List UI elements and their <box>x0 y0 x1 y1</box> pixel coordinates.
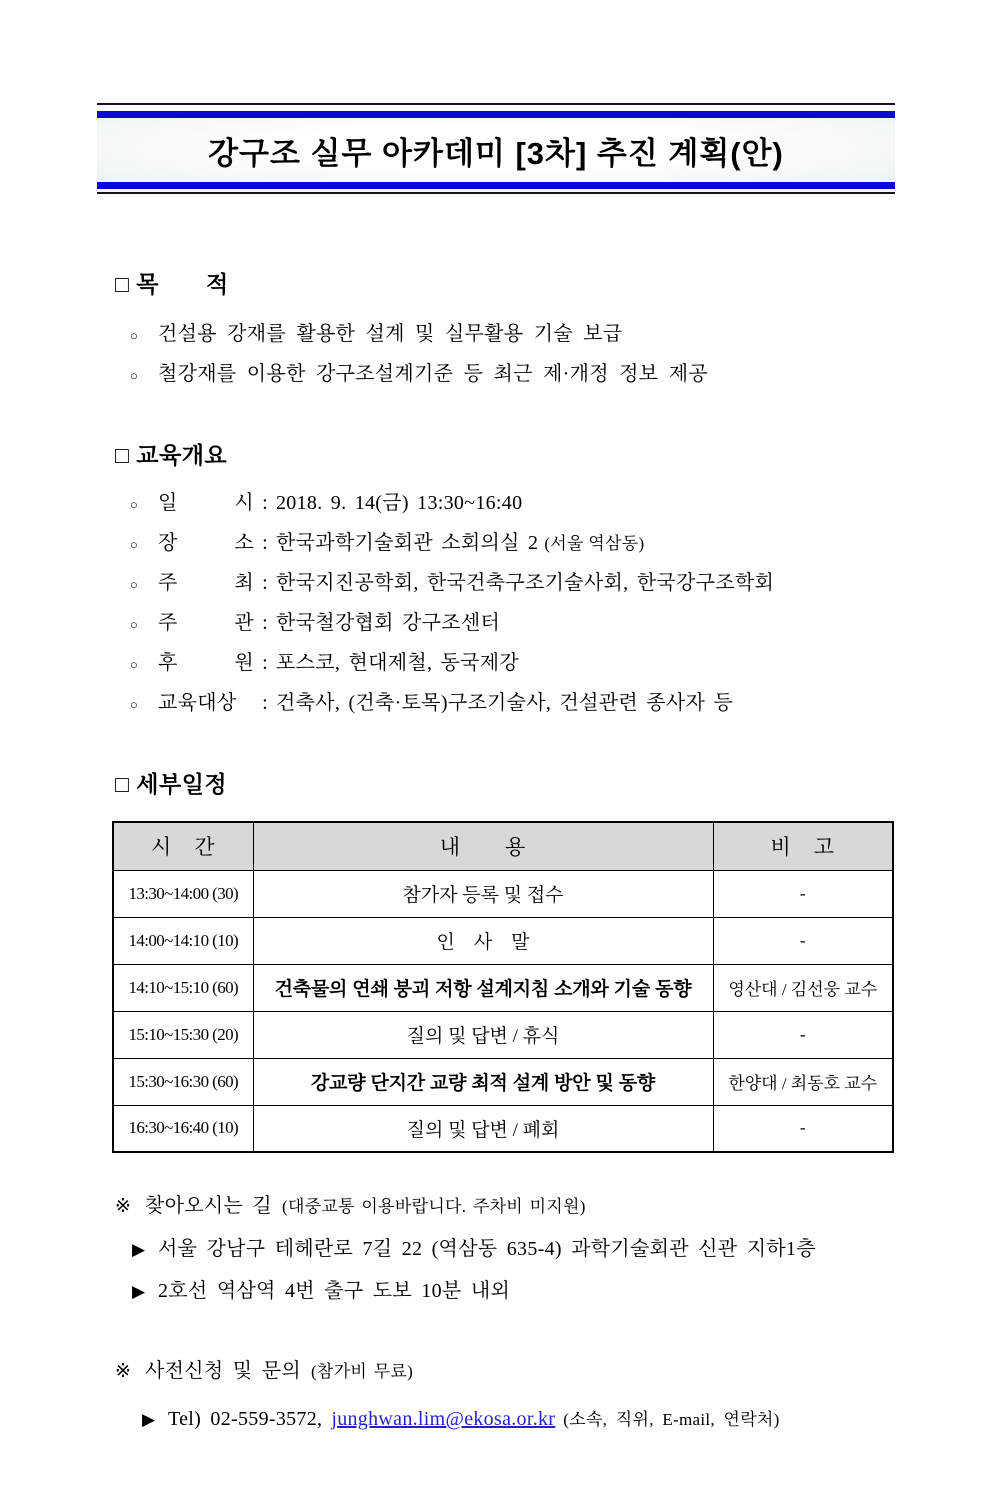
schedule-heading: □ 세부일정 <box>115 771 228 797</box>
content-cell: 건축물의 연쇄 붕괴 저항 설계지침 소개와 기술 동향 <box>253 964 713 1011</box>
content-cell: 질의 및 답변 / 휴식 <box>253 1011 713 1058</box>
list-item <box>130 644 992 684</box>
overview-value-note: (서울 역삼동) <box>544 534 645 553</box>
title-banner <box>97 103 895 194</box>
list-item <box>130 355 932 395</box>
content-cell: 강교량 단지간 교량 최적 설계 방안 및 동향 <box>253 1058 713 1105</box>
list-item <box>132 1233 992 1266</box>
list-item <box>130 484 992 524</box>
list-item <box>132 1275 992 1308</box>
colon: : <box>262 532 268 554</box>
overview-value: 한국지진공학회, 한국건축구조기술사회, 한국강구조학회 <box>276 572 775 594</box>
table-row <box>113 1058 893 1105</box>
overview-label: 장 소 <box>158 532 254 554</box>
contact-title-row <box>115 1354 992 1389</box>
table-header-row <box>113 822 893 870</box>
overview-value: 한국과학기술회관 소회의실 2 <box>276 532 539 554</box>
note-cell: - <box>713 917 893 964</box>
page-title: 강구조 실무 아카데미 [3차] 추진 계획(안) <box>208 135 784 171</box>
contact-title-note: (참가비 무료) <box>310 1362 414 1381</box>
purpose-item-text: 철강재를 이용한 강구조설계기준 등 최근 제·개정 정보 제공 <box>158 363 708 385</box>
time-cell: 14:00~14:10 (10) <box>113 917 253 964</box>
time-cell: 14:10~15:10 (60) <box>113 964 253 1011</box>
note-cell: - <box>713 1011 893 1058</box>
directions-title: 찾아오시는 길 <box>145 1195 273 1217</box>
purpose-list <box>0 315 992 395</box>
colon: : <box>262 492 268 514</box>
time-cell: 16:30~16:40 (10) <box>113 1105 253 1152</box>
column-header-content: 내 용 <box>253 822 713 870</box>
circle-bullet-icon: ○ <box>130 657 139 672</box>
table-row <box>113 917 893 964</box>
overview-value: 포스코, 현대제철, 동국제강 <box>276 652 520 674</box>
colon: : <box>262 652 268 674</box>
colon: : <box>262 572 268 594</box>
contact-email-note: (소속, 직위, E-mail, 연락처) <box>563 1410 780 1429</box>
colon: : <box>262 692 268 714</box>
circle-bullet-icon: ○ <box>130 328 139 343</box>
contact-section <box>115 1354 992 1436</box>
directions-section <box>115 1189 992 1308</box>
banner-bottom-rule <box>97 192 895 194</box>
reference-mark-icon: ※ <box>115 1196 132 1217</box>
table-row <box>113 964 893 1011</box>
table-row <box>113 870 893 917</box>
list-item <box>130 684 992 724</box>
column-header-time: 시 간 <box>113 822 253 870</box>
overview-label: 후 원 <box>158 652 254 674</box>
triangle-arrow-icon: ▶ <box>132 1282 146 1301</box>
circle-bullet-icon: ○ <box>130 368 139 383</box>
list-item <box>130 564 992 604</box>
circle-bullet-icon: ○ <box>130 497 139 512</box>
directions-item-text: 2호선 역삼역 4번 출구 도보 10분 내외 <box>158 1280 511 1302</box>
triangle-arrow-icon: ▶ <box>142 1410 156 1429</box>
circle-bullet-icon: ○ <box>130 617 139 632</box>
note-cell: 한양대 / 최동호 교수 <box>713 1058 893 1105</box>
circle-bullet-icon: ○ <box>130 697 139 712</box>
overview-value: 건축사, (건축·토목)구조기술사, 건설관련 종사자 등 <box>276 692 734 714</box>
content-cell: 질의 및 답변 / 폐회 <box>253 1105 713 1152</box>
note-cell: 영산대 / 김선웅 교수 <box>713 964 893 1011</box>
overview-label: 교육대상 <box>158 692 237 714</box>
directions-title-row <box>115 1189 992 1224</box>
overview-label: 일 시 <box>158 492 254 514</box>
note-cell: - <box>713 1105 893 1152</box>
directions-title-note: (대중교통 이용바랍니다. 주차비 미지원) <box>282 1197 586 1216</box>
circle-bullet-icon: ○ <box>130 577 139 592</box>
overview-list <box>0 484 992 724</box>
banner-top-blue-bar <box>97 111 895 118</box>
list-item <box>130 604 992 644</box>
schedule-table <box>112 821 894 1153</box>
banner-body <box>97 118 895 182</box>
circle-bullet-icon: ○ <box>130 537 139 552</box>
colon: : <box>262 612 268 634</box>
banner-bottom-blue-bar <box>97 182 895 189</box>
overview-value: 한국철강협회 강구조센터 <box>276 612 501 634</box>
content-cell: 인 사 말 <box>253 917 713 964</box>
time-cell: 13:30~14:00 (30) <box>113 870 253 917</box>
reference-mark-icon: ※ <box>115 1361 132 1382</box>
time-cell: 15:30~16:30 (60) <box>113 1058 253 1105</box>
table-row <box>113 1011 893 1058</box>
overview-heading: □ 교육개요 <box>115 442 228 468</box>
list-item <box>130 524 992 564</box>
directions-item-text: 서울 강남구 테헤란로 7길 22 (역삼동 635-4) 과학기술회관 신관 지하1층 <box>158 1238 816 1260</box>
list-item <box>130 315 932 355</box>
column-header-note: 비 고 <box>713 822 893 870</box>
content-cell: 참가자 등록 및 접수 <box>253 870 713 917</box>
contact-title: 사전신청 및 문의 <box>145 1360 301 1382</box>
contact-tel: Tel) 02-559-3572, <box>168 1408 323 1430</box>
overview-label: 주 최 <box>158 572 254 594</box>
purpose-heading: □ 목 적 <box>115 271 229 297</box>
table-row <box>113 1105 893 1152</box>
overview-label: 주 관 <box>158 612 254 634</box>
note-cell: - <box>713 870 893 917</box>
contact-email-link[interactable]: junghwan.lim@ekosa.or.kr <box>331 1408 556 1430</box>
overview-value: 2018. 9. 14(금) 13:30~16:40 <box>276 492 523 514</box>
contact-tel-row <box>142 1403 992 1436</box>
time-cell: 15:10~15:30 (20) <box>113 1011 253 1058</box>
triangle-arrow-icon: ▶ <box>132 1240 146 1259</box>
purpose-item-text: 건설용 강재를 활용한 설계 및 실무활용 기술 보급 <box>158 323 623 345</box>
